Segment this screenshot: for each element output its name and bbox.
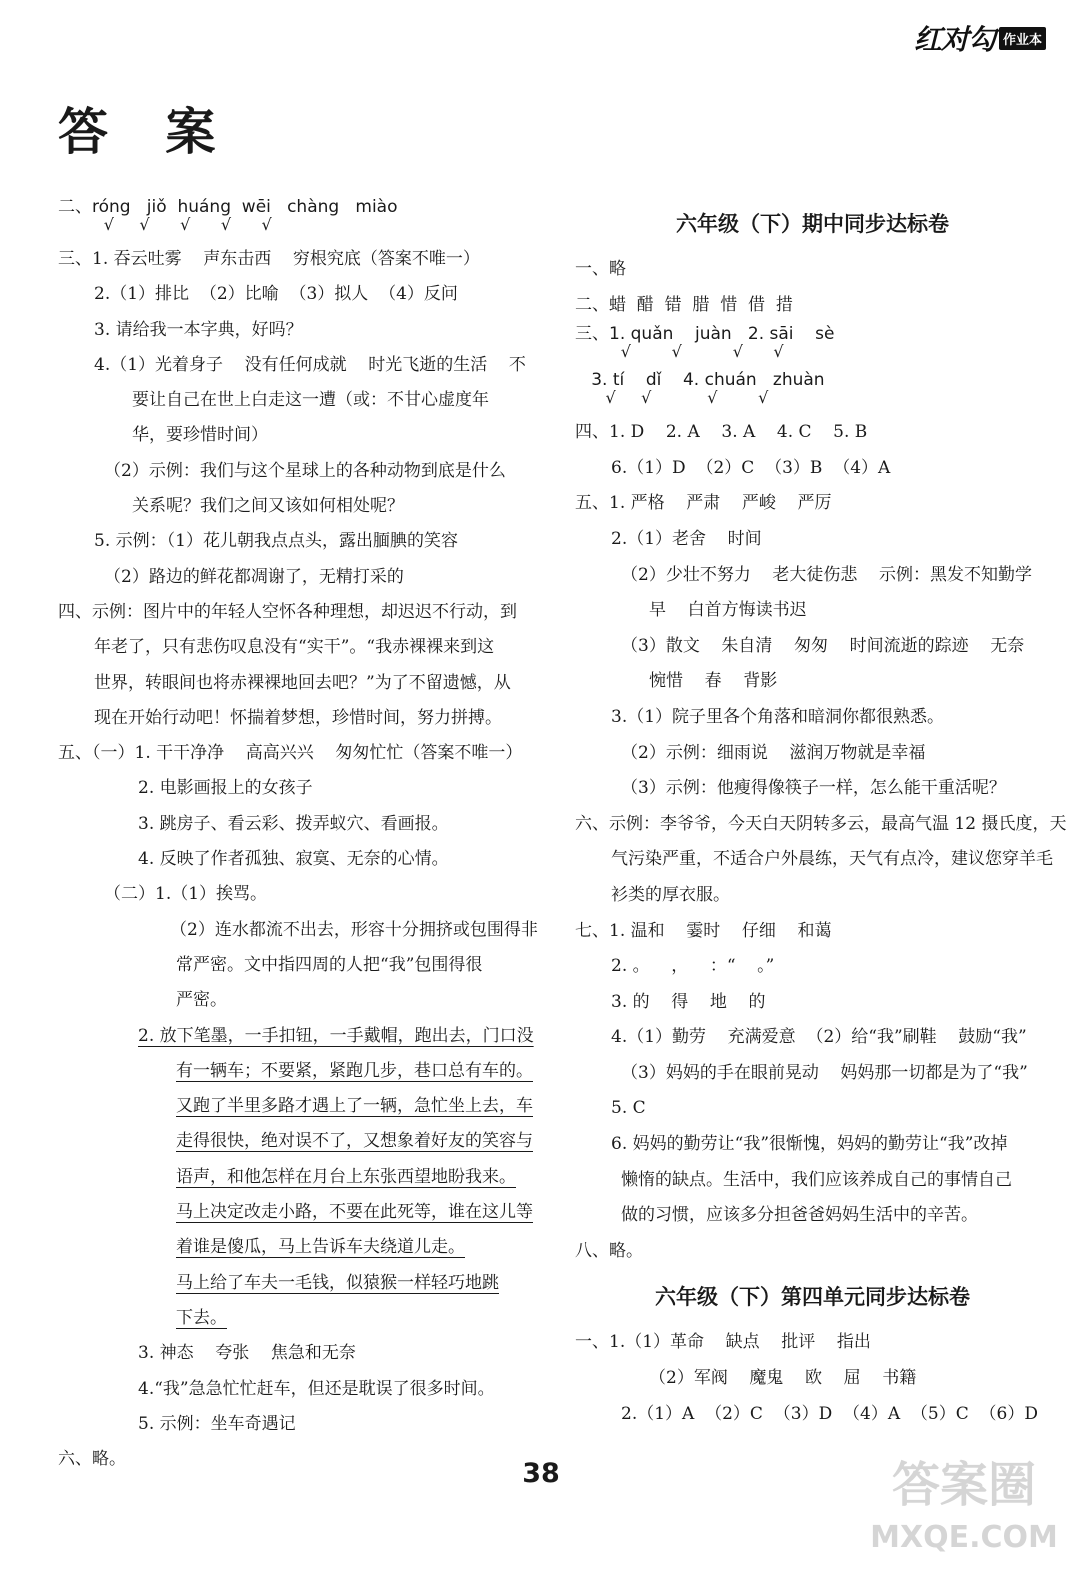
answer-text: 5. 示例：坐车奇遇记 (138, 1413, 296, 1434)
answer-text: 又跑了半里多路才遇上了一辆，急忙坐上去，车 (176, 1096, 533, 1117)
answer-line (58, 771, 538, 806)
answer-line (58, 560, 538, 595)
answer-text: 五、1. 严格 严肃 严峻 严厉 (575, 493, 832, 514)
answer-text: 4.（1）勤劳 充满爱意 （2）给“我”刷鞋 鼓励“我” (611, 1027, 1027, 1048)
answer-line (575, 593, 1050, 629)
answer-line (575, 842, 1053, 878)
answer-text: 3. 请给我一本字典，好吗？ (94, 319, 303, 340)
answer-line (58, 1124, 538, 1159)
answer-text: 2. 放下笔墨，一手扣钮，一手戴帽，跑出去，门口没 (138, 1025, 534, 1046)
answer-line (575, 486, 1050, 522)
answer-line (58, 1089, 538, 1124)
answer-text: 5. 示例：（1）花儿朝我点点头，露出腼腆的笑容 (94, 531, 458, 552)
answer-line (575, 914, 1050, 950)
pinyin-check-marks: √ √ √ √ √ (58, 215, 272, 234)
brand-name: 红对勾 (913, 23, 995, 56)
answer-line (58, 983, 538, 1018)
answer-text: 五、（一）1. 干干净净 高高兴兴 匆匆忙忙（答案不唯一） (58, 743, 523, 764)
answer-line (575, 1361, 1050, 1397)
answer-line (575, 949, 1050, 985)
answer-line (58, 1301, 538, 1336)
answer-line (58, 701, 538, 736)
answer-line (575, 1056, 1050, 1092)
pinyin-check-marks-2: √ √ √ √ (575, 388, 769, 408)
answer-text: 2.（1）老舍 时间 (611, 528, 762, 549)
answer-text: 4. 反映了作者孤独、寂寞、无奈的心情。 (138, 849, 449, 870)
answer-text: （2）示例：细雨说 滋润万物就是幸福 (621, 742, 926, 763)
answer-line (58, 1372, 538, 1407)
answer-line (575, 1234, 1050, 1270)
answer-text: 2. 。 ， ：“ 。” (611, 956, 775, 977)
brand-tag: 作业本 (999, 27, 1046, 50)
answer-line (58, 524, 538, 559)
answer-line (58, 277, 538, 312)
answer-line (58, 454, 538, 489)
answer-line (575, 451, 1050, 487)
answer-text: 懒惰的缺点。生活中，我们应该养成自己的事情自己 (621, 1169, 1012, 1190)
answer-text: 世界，转眼间也将赤裸裸地回去吧？”为了不留遗憾，从 (94, 672, 511, 693)
answer-text: 下去。 (176, 1307, 227, 1328)
answer-line (58, 348, 538, 383)
answer-text: 要让自己在世上白走这一遭（或：不甘心虚度年 (132, 390, 489, 411)
answer-line (575, 1091, 1050, 1127)
answer-text: 马上决定改走小路，不要在此死等，谁在这儿等 (176, 1202, 533, 1223)
right-column (575, 196, 1067, 1432)
answer-text: 2. 电影画报上的女孩子 (138, 778, 313, 799)
answer-text: 4.“我”急急忙忙赶车，但还是耽误了很多时间。 (138, 1378, 495, 1399)
answer-text: 着谁是傻瓜，马上告诉车夫绕道儿走。 (176, 1237, 465, 1258)
section-title-midterm: 六年级（下）期中同步达标卷 (676, 212, 949, 236)
page-title: 答 案 (58, 103, 236, 161)
answer-line (575, 807, 1067, 843)
answer-line (575, 664, 1050, 700)
answer-text: 六、略。 (58, 1449, 126, 1470)
answer-text: 六、示例：李爷爷，今天白天阴转多云，最高气温 12 摄氏度，天 (575, 813, 1067, 834)
section-title-unit4: 六年级（下）第四单元同步达标卷 (655, 1285, 970, 1310)
answer-text: 6.（1）D （2）C （3）B （4）A (611, 457, 891, 478)
answer-text: 华，要珍惜时间） (132, 425, 268, 446)
page-number: 38 (522, 1458, 560, 1489)
answer-text: 3.（1）院子里各个角落和暗洞你都很熟悉。 (611, 706, 945, 727)
answer-line (58, 1266, 538, 1301)
answer-text: 3. 神态 夸张 焦急和无奈 (138, 1343, 356, 1364)
answer-text: 七、1. 温和 霎时 仔细 和蔼 (575, 920, 832, 941)
answer-line (58, 1019, 538, 1054)
answer-line (58, 1407, 538, 1442)
answer-text: （2）少壮不努力 老大徒伤悲 示例：黑发不知勤学 (621, 564, 1033, 585)
answer-text: 3. 跳房子、看云彩、拨弄蚁穴、看画报。 (138, 813, 449, 834)
answer-line (575, 415, 1050, 451)
pinyin-row: 二、róng jiǒ huáng wēi chàng miào (58, 197, 398, 217)
watermark-main: 答案圈 (891, 1457, 1037, 1513)
answer-text: 三、1. 吞云吐雾 声东击西 穷根究底（答案不唯一） (58, 249, 480, 269)
answer-line (575, 288, 1050, 324)
pinyin-row-2: 3. tí dǐ 4. chuán zhuàn (575, 370, 825, 391)
answer-text: 早 白首方悔读书迟 (649, 600, 807, 621)
answer-line (575, 700, 1050, 736)
answer-line (58, 1054, 538, 1089)
answer-text: （3）散文 朱自清 匆匆 时间流逝的踪迹 无奈 (621, 635, 1025, 656)
answer-line (58, 630, 538, 665)
answer-line (58, 1230, 538, 1265)
answer-line (575, 878, 1050, 914)
answer-line (58, 595, 538, 630)
answer-text: 关系呢？我们之间又该如何相处呢？ (132, 496, 404, 517)
answer-line (575, 522, 1050, 558)
answer-line (58, 418, 538, 453)
answer-line (575, 1198, 1050, 1234)
answer-text: （2）示例：我们与这个星球上的各种动物到底是什么 (104, 460, 506, 481)
answer-text: 衫类的厚衣服。 (611, 884, 730, 905)
left-answers (58, 242, 538, 1477)
unit4-answers (575, 1325, 1050, 1432)
answer-text: 年老了，只有悲伤叹息没有“实干”。“我赤裸裸来到这 (94, 637, 495, 658)
answer-line (58, 948, 538, 983)
answer-line (58, 1195, 538, 1230)
answer-text: 4.（1）光着身子 没有任何成就 时光飞逝的生活 不 (94, 354, 526, 375)
answer-line (58, 383, 538, 418)
answer-line (58, 842, 538, 877)
answer-text: 气污染严重，不适合户外晨练，天气有点冷，建议您穿羊毛 (611, 849, 1053, 870)
answer-line (575, 629, 1050, 665)
answer-line (575, 771, 1050, 807)
answer-text: 走得很快，绝对误不了，又想象着好友的笑容与 (176, 1131, 533, 1152)
answer-text: 5. C (611, 1098, 646, 1119)
answer-line (58, 807, 538, 842)
answer-text: 八、略。 (575, 1240, 643, 1261)
answer-text: 常严密。文中指四周的人把“我”包围得很 (176, 954, 483, 975)
answer-line (575, 1163, 1050, 1199)
answer-line (58, 313, 538, 348)
answer-line (58, 736, 538, 771)
answer-text: 四、示例：图片中的年轻人空怀各种理想，却迟迟不行动，到 (58, 601, 517, 622)
answer-text: 有一辆车；不要紧，紧跑几步，巷口总有车的。 (176, 1060, 533, 1081)
answer-text: 3. 的 得 地 的 (611, 991, 766, 1012)
answer-line (575, 736, 1050, 772)
answer-text: 马上给了车夫一毛钱，似猿猴一样轻巧地跳 (176, 1272, 499, 1293)
answer-line (58, 489, 538, 524)
watermark-logo (864, 1439, 1064, 1559)
answer-line (575, 1127, 1050, 1163)
answer-line (58, 1336, 538, 1371)
midterm-answers-b (575, 415, 1067, 1269)
answer-line (58, 877, 538, 912)
answer-text: 2.（1）排比 （2）比喻 （3）拟人 （4）反问 (94, 284, 458, 305)
midterm-answers-a (575, 252, 1050, 323)
answer-text: 四、1. D 2. A 3. A 4. C 5. B (575, 422, 868, 443)
answer-text: （3）示例：他瘦得像筷子一样，怎么能干重活呢？ (621, 778, 1006, 799)
answer-text: 严密。 (176, 990, 227, 1011)
brand-logo (914, 18, 1046, 58)
answer-text: 一、1.（1）革命 缺点 批评 指出 (575, 1332, 871, 1353)
answer-text: 二、蜡 醋 错 腊 惜 借 措 (575, 294, 793, 315)
watermark-sub: MXQE.COM (870, 1520, 1058, 1555)
answer-line (58, 242, 538, 277)
pinyin-row-1: 三、1. quǎn juàn 2. sāi sè (575, 324, 835, 345)
answer-text: 一、略 (575, 259, 626, 279)
answer-line (575, 1397, 1050, 1433)
left-column (58, 196, 538, 1477)
answer-line (58, 913, 538, 948)
answer-text: 2.（1）A （2）C （3）D （4）A （5）C （6）D (621, 1403, 1038, 1424)
answer-text: 语声，和他怎样在月台上东张西望地盼我来。 (176, 1166, 516, 1187)
answer-line (58, 666, 538, 701)
answer-text: （2）连水都流不出去，形容十分拥挤或包围得非 (170, 919, 538, 940)
answer-text: 现在开始行动吧！怀揣着梦想，珍惜时间，努力拼搏。 (94, 707, 502, 728)
answer-line (575, 558, 1050, 594)
pinyin-check-marks-1: √ √ √ √ (575, 342, 784, 362)
answer-text: 做的习惯，应该多分担爸爸妈妈生活中的辛苦。 (621, 1205, 978, 1226)
answer-text: （2）军阀 魔鬼 欧 屈 书籍 (649, 1368, 917, 1389)
answer-text: （3）妈妈的手在眼前晃动 妈妈那一切都是为了“我” (621, 1062, 1028, 1083)
answer-text: 惋惜 春 背影 (649, 671, 778, 692)
answer-line (575, 252, 1050, 288)
answer-text: （二）1.（1）挨骂。 (104, 884, 268, 905)
answer-text: （2）路边的鲜花都凋谢了，无精打采的 (104, 566, 404, 587)
answer-text: 6. 妈妈的勤劳让“我”很惭愧，妈妈的勤劳让“我”改掉 (611, 1134, 1008, 1155)
answer-line (575, 1325, 1050, 1361)
answer-line (575, 985, 1050, 1021)
answer-line (58, 1160, 538, 1195)
answer-line (575, 1020, 1050, 1056)
